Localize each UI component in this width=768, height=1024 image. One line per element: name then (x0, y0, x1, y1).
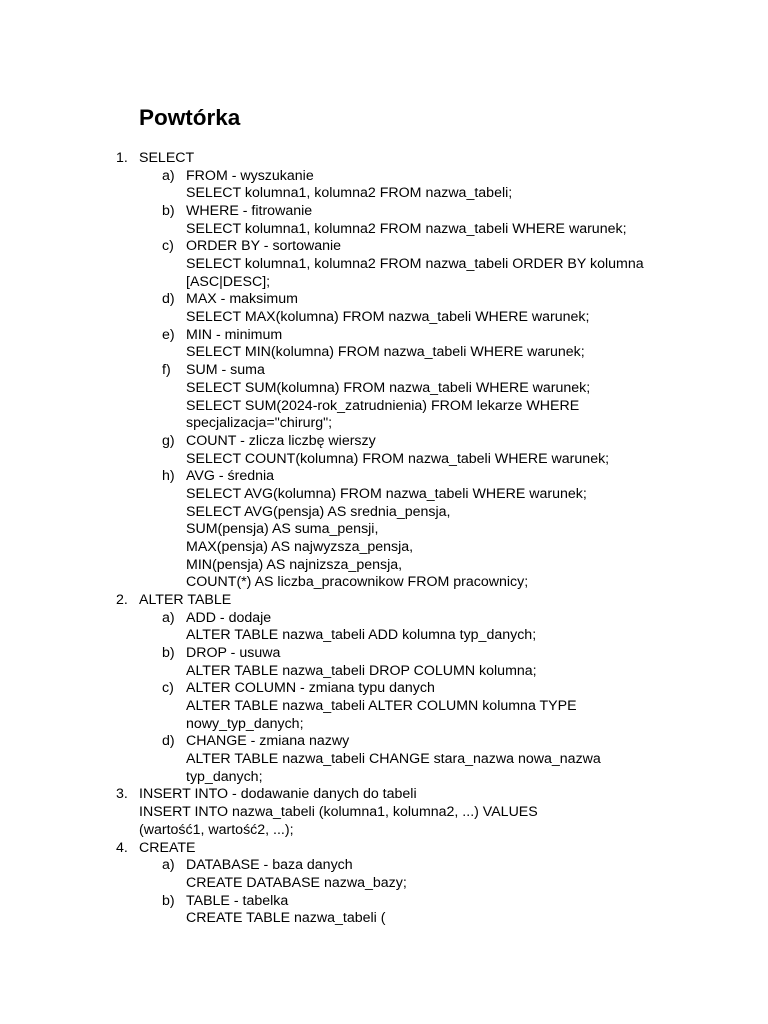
list-letter: c) (162, 238, 174, 255)
code-example-line: ALTER TABLE nazwa_tabeli ADD kolumna typ_danych; (186, 627, 537, 644)
section-body-line: (wartość1, wartość2, ...); (139, 821, 294, 838)
list-letter: g) (162, 432, 175, 449)
code-example-line: nowy_typ_danych; (186, 715, 304, 732)
subsection-heading: TABLE - tabelka (186, 892, 289, 909)
list-letter: b) (162, 645, 175, 662)
list-letter: b) (162, 203, 175, 220)
list-number: 2. (116, 592, 128, 608)
list-letter: a) (162, 857, 175, 874)
subsection-heading: DROP - usuwa (186, 645, 281, 662)
section-heading: SELECT (139, 150, 195, 166)
list-letter: c) (162, 680, 174, 697)
code-example-line: typ_danych; (186, 768, 263, 785)
code-example-line: MAX(pensja) AS najwyzsza_pensja, (186, 538, 414, 555)
code-example-line: SELECT AVG(kolumna) FROM nazwa_tabeli WHERE warunek; (186, 485, 587, 502)
code-example-line: CREATE TABLE nazwa_tabeli ( (186, 910, 386, 927)
code-example-line: specjalizacja="chirurg"; (186, 415, 333, 432)
list-number: 3. (116, 786, 128, 803)
code-example-line: SELECT MAX(kolumna) FROM nazwa_tabeli WHERE warunek; (186, 309, 590, 326)
subsection-heading: ALTER COLUMN - zmiana typu danych (186, 680, 435, 697)
code-example-line: SELECT AVG(pensja) AS srednia_pensja, (186, 503, 451, 520)
section-heading: INSERT INTO - dodawanie danych do tabeli (139, 786, 417, 803)
list-letter: d) (162, 733, 175, 750)
code-example-line: MIN(pensja) AS najnizsza_pensja, (186, 556, 403, 573)
section-body-line: INSERT INTO nazwa_tabeli (kolumna1, kolumna2, ...) VALUES (139, 804, 538, 821)
list-letter: d) (162, 291, 175, 308)
code-example-line: SELECT SUM(2024-rok_zatrudnienia) FROM lekarze WHERE (186, 397, 580, 414)
code-example-line: ALTER TABLE nazwa_tabeli CHANGE stara_nazwa nowa_nazwa (186, 751, 601, 768)
code-example-line: ALTER TABLE nazwa_tabeli DROP COLUMN kolumna; (186, 662, 537, 679)
code-example-line: SELECT MIN(kolumna) FROM nazwa_tabeli WHERE warunek; (186, 344, 585, 361)
section-heading: CREATE (139, 839, 196, 856)
subsection-heading: MAX - maksimum (186, 291, 298, 308)
list-letter: a) (162, 609, 175, 626)
code-example-line: [ASC|DESC]; (186, 273, 271, 290)
code-example-line: SELECT kolumna1, kolumna2 FROM nazwa_tabeli ORDER BY kolumna (186, 256, 644, 273)
code-example-line: SELECT SUM(kolumna) FROM nazwa_tabeli WHERE warunek; (186, 379, 591, 396)
list-letter: e) (162, 326, 175, 343)
subsection-heading: CHANGE - zmiana nazwy (186, 733, 350, 750)
subsection-heading: ORDER BY - sortowanie (186, 238, 342, 255)
list-letter: f) (162, 362, 171, 379)
code-example-line: SELECT kolumna1, kolumna2 FROM nazwa_tabeli; (186, 185, 513, 202)
subsection-heading: ADD - dodaje (186, 609, 272, 626)
code-example-line: SELECT kolumna1, kolumna2 FROM nazwa_tabeli WHERE warunek; (186, 220, 627, 237)
subsection-heading: DATABASE - baza danych (186, 857, 353, 874)
subsection-heading: FROM - wyszukanie (186, 167, 314, 184)
code-example-line: CREATE DATABASE nazwa_bazy; (186, 874, 407, 891)
list-number: 4. (116, 839, 128, 856)
code-example-line: SELECT COUNT(kolumna) FROM nazwa_tabeli WHERE warunek; (186, 450, 610, 467)
page-title: Powtórka (139, 105, 241, 130)
list-letter: h) (162, 468, 175, 485)
list-letter: b) (162, 892, 175, 909)
subsection-heading: MIN - minimum (186, 326, 283, 343)
section-heading: ALTER TABLE (139, 592, 232, 608)
code-example-line: ALTER TABLE nazwa_tabeli ALTER COLUMN kolumna TYPE (186, 698, 577, 715)
subsection-heading: COUNT - zlicza liczbę wierszy (186, 432, 376, 449)
list-number: 1. (116, 150, 128, 166)
subsection-heading: WHERE - fitrowanie (186, 203, 313, 220)
subsection-heading: AVG - średnia (186, 468, 275, 485)
code-example-line: SUM(pensja) AS suma_pensji, (186, 521, 379, 538)
code-example-line: COUNT(*) AS liczba_pracownikow FROM pracownicy; (186, 574, 529, 591)
subsection-heading: SUM - suma (186, 362, 265, 379)
list-letter: a) (162, 167, 175, 184)
